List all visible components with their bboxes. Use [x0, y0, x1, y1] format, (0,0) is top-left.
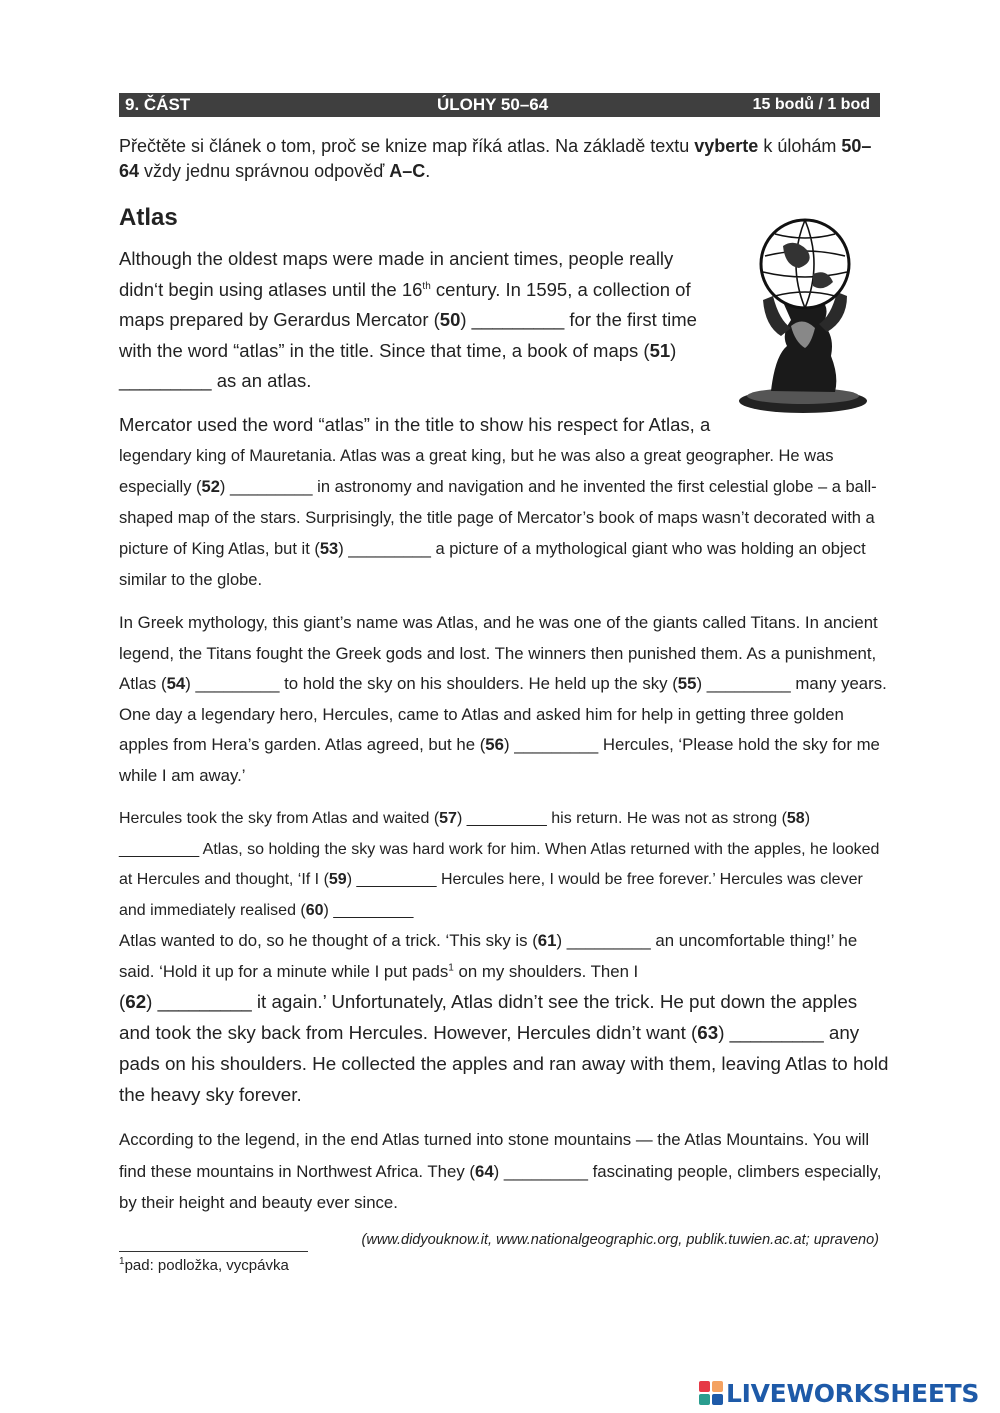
footnote-divider — [119, 1251, 308, 1252]
footnote-text: pad: podložka, vycpávka — [124, 1257, 289, 1274]
text: ) _________ Hercules, ‘Please hold the sky for me while I am away.’ — [119, 735, 880, 785]
text: ) _________ fascinating people, climbers especially, by their height and beauty ever since. — [119, 1161, 882, 1212]
instructions-text: . — [425, 161, 431, 181]
gap-number-59: 59 — [328, 871, 347, 888]
text: ) _________ Atlas, so holding the sky was hard work for him. When Atlas returned with the apples, he looked at Hercules and thought, ‘If I ( — [119, 810, 880, 888]
text: ) _________ to hold the sky on his shoulders. He held up the sky ( — [185, 674, 678, 693]
section-points-label: 15 bodů / 1 bod — [752, 96, 870, 113]
superscript: th — [422, 280, 431, 292]
liveworksheets-logo[interactable] — [698, 1377, 979, 1409]
text: ) _________ his return. He was not as strong ( — [456, 810, 787, 827]
liveworksheets-logo-icon — [698, 1380, 724, 1406]
text: ) _________ many years. One day a legendary hero, Hercules, came to Atlas and asked him for help in getting three golden apples from Hera’s garden. Atlas agreed, but he ( — [119, 674, 887, 754]
text: According to the legend, in the end Atlas turned into stone mountains — the Atlas Mountains. You will find these mountains in Northwest Africa. They ( — [119, 1130, 870, 1181]
text: century. In 1595, a collection of maps prepared by Gerardus Mercator ( — [119, 278, 691, 330]
text: on my shoulders. Then I — [453, 961, 639, 981]
text: ) _________ as an atlas. — [119, 339, 677, 391]
text: ) _________ for the first time with the word “atlas” in the title. Since that time, a book of maps ( — [119, 309, 697, 361]
text: ) _________ Hercules here, I would be free forever.’ Hercules was clever and immediately realised ( — [119, 871, 863, 919]
text: ( — [119, 991, 126, 1012]
paragraph-3 — [119, 608, 889, 791]
paragraph-4-continued — [119, 926, 889, 987]
text: Hercules took the sky from Atlas and waited ( — [119, 810, 440, 827]
text: ) _________ a picture of a mythological giant who was holding an object similar to the globe. — [119, 540, 866, 589]
paragraph-1 — [119, 244, 719, 397]
gap-number-50: 50 — [439, 309, 461, 330]
gap-number-52: 52 — [201, 478, 220, 496]
text: ) _________ an uncomfortable thing!’ he said. ‘Hold it up for a minute while I put pads — [119, 931, 858, 981]
text: Although the oldest maps were made in ancient times, people really didn‘t begin using atlases until the 16 — [119, 248, 674, 300]
text: ) _________ any pads on his shoulders. He collected the apples and ran away with them, leaving Atlas to hold the heavy sky forever. — [119, 1022, 889, 1105]
instructions — [119, 134, 889, 184]
gap-number-51: 51 — [649, 339, 671, 361]
instructions-text: Přečtěte si článek o tom, proč se knize map říká atlas. Na základě textu — [119, 136, 695, 156]
text: legendary king of Mauretania. Atlas was a great king, but he was also a great geographer. He was especially ( — [119, 447, 834, 496]
text: ) _________ in astronomy and navigation and he invented the first celestial globe – a ball-shaped map of the stars. Surprisingly, the title page of Mercator’s book of maps wasn’t decorated with a picture of King Atlas, but it ( — [119, 478, 877, 558]
paragraph-4 — [119, 804, 889, 926]
liveworksheets-logo-text: LIVEWORKSHEETS — [726, 1378, 980, 1408]
text: ) _________ it again.’ Unfortunately, Atlas didn’t see the trick. He put down the apples and took the sky back from Hercules. However, Hercules didn’t want ( — [119, 991, 858, 1043]
gap-number-64: 64 — [475, 1161, 494, 1181]
section-tasks-label: ÚLOHY 50–64 — [437, 95, 549, 114]
gap-number-58: 58 — [786, 810, 805, 827]
paragraph-2 — [119, 441, 889, 596]
text: ) _________ — [323, 901, 414, 919]
instructions-bold: 50–64 — [119, 136, 872, 181]
paragraph-5 — [119, 1124, 889, 1219]
instructions-bold: A–C — [389, 161, 426, 181]
footnote-mark: 1 — [119, 1256, 125, 1267]
text: Atlas wanted to do, so he thought of a trick. ‘This sky is ( — [119, 931, 538, 950]
instructions-text: k úlohám — [758, 136, 842, 156]
gap-number-63: 63 — [697, 1022, 719, 1043]
paragraph-4-end — [119, 986, 889, 1110]
gap-number-60: 60 — [305, 901, 324, 919]
section-header-bar — [119, 93, 880, 117]
gap-number-61: 61 — [537, 931, 557, 950]
gap-number-62: 62 — [125, 991, 147, 1012]
gap-number-55: 55 — [677, 674, 697, 693]
section-part-label: 9. ČÁST — [125, 95, 191, 114]
footnote — [119, 1257, 289, 1274]
instructions-text: vždy jednu správnou odpověď — [139, 161, 390, 181]
gap-number-53: 53 — [319, 540, 339, 558]
source-citation: (www.didyouknow.it, www.nationalgeographic.org, publik.tuwien.ac.at; upraveno) — [361, 1232, 879, 1248]
atlas-statue-image — [735, 216, 875, 416]
footnote-ref: 1 — [448, 961, 454, 973]
gap-number-56: 56 — [485, 735, 504, 754]
text: In Greek mythology, this giant’s name was Atlas, and he was one of the giants called Titans. In ancient legend, the Titans fought the Greek gods and lost. The winners then punished them. As a punishment, Atlas ( — [119, 613, 878, 693]
article-title: Atlas — [119, 204, 178, 231]
gap-number-54: 54 — [166, 674, 186, 693]
paragraph-2-line-1: Mercator used the word “atlas” in the title to show his respect for Atlas, a — [119, 414, 711, 435]
instructions-bold: vyberte — [694, 136, 759, 156]
gap-number-57: 57 — [439, 810, 457, 827]
